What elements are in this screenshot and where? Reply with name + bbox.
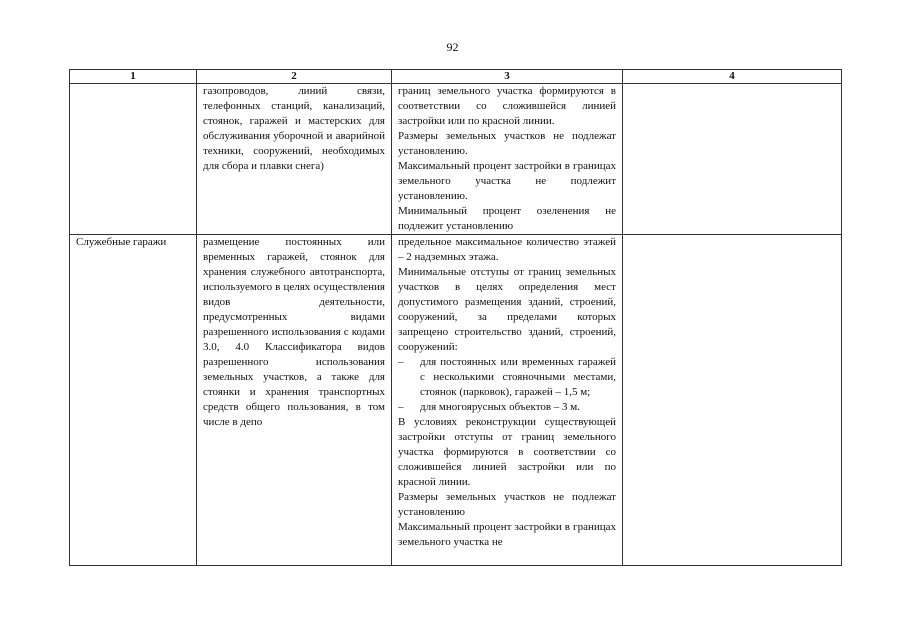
parameter-text: границ земельного участка формируются в соответствии со сложившейся линией застройки или по красной линии. <box>398 85 616 127</box>
zoning-table <box>69 69 842 566</box>
use-name-cell <box>70 84 197 235</box>
parameter-text: В условиях реконструкции существующей застройки отступы от границ земельного участка формируются в соответствии со сложившейся линией застройки или по красной линии. <box>398 416 616 488</box>
table-row <box>70 84 842 235</box>
parameter-text: Минимальные отступы от границ земельных участков в целях определения мест допустимого размещения зданий, строений, сооружений, за пределами которых запрещено строительство зданий, строений, сооружений: <box>398 266 616 353</box>
parameter-text: предельное максимальное количество этажей – 2 надземных этажа. <box>398 236 616 263</box>
column-header-2: 2 <box>197 70 392 84</box>
parameter-text: Минимальный процент озеленения не подлежит установлению <box>398 205 616 232</box>
notes-cell <box>623 235 842 566</box>
parameter-text: Размеры земельных участков не подлежат установлению. <box>398 130 616 157</box>
list-item: – для многоярусных объектов – 3 м. <box>398 400 616 415</box>
header-row <box>70 70 842 84</box>
list-item: – для постоянных или временных гаражей с несколькими стояночными местами, стоянок (парковок), гаражей – 1,5 м; <box>398 355 616 400</box>
use-description-text: размещение постоянных или временных гаражей, стоянок для хранения служебного автотранспорта, используемого в целях осуществления видов деятельности, предусмотренных видами разрешенного использования с кодами 3.0, 4.0 Классификатора видов разрешенного использования земельных участков, а также для стоянки и хранения транспортных средств общего пользования, в том числе в депо <box>203 236 385 428</box>
use-name-cell <box>70 235 197 566</box>
use-description-cell <box>197 84 392 235</box>
parameters-cell <box>392 235 623 566</box>
use-description-cell <box>197 235 392 566</box>
column-header-3: 3 <box>392 70 623 84</box>
setback-list <box>398 355 616 415</box>
use-description-text: газопроводов, линий связи, телефонных станций, канализаций, стоянок, гаражей и мастерских для обслуживания уборочной и аварийной техники, сооружений, необходимых для сбора и плавки снега) <box>203 85 385 172</box>
column-header-4: 4 <box>623 70 842 84</box>
notes-cell <box>623 84 842 235</box>
parameter-text: Максимальный процент застройки в границах земельного участка не <box>398 521 616 548</box>
parameter-text: Размеры земельных участков не подлежат установлению <box>398 491 616 518</box>
column-header-1: 1 <box>70 70 197 84</box>
use-name-text: Служебные гаражи <box>76 236 167 248</box>
parameters-cell <box>392 84 623 235</box>
parameter-text: Максимальный процент застройки в границах земельного участка не подлежит установлению. <box>398 160 616 202</box>
page-number: 92 <box>446 40 459 54</box>
table-row <box>70 235 842 566</box>
